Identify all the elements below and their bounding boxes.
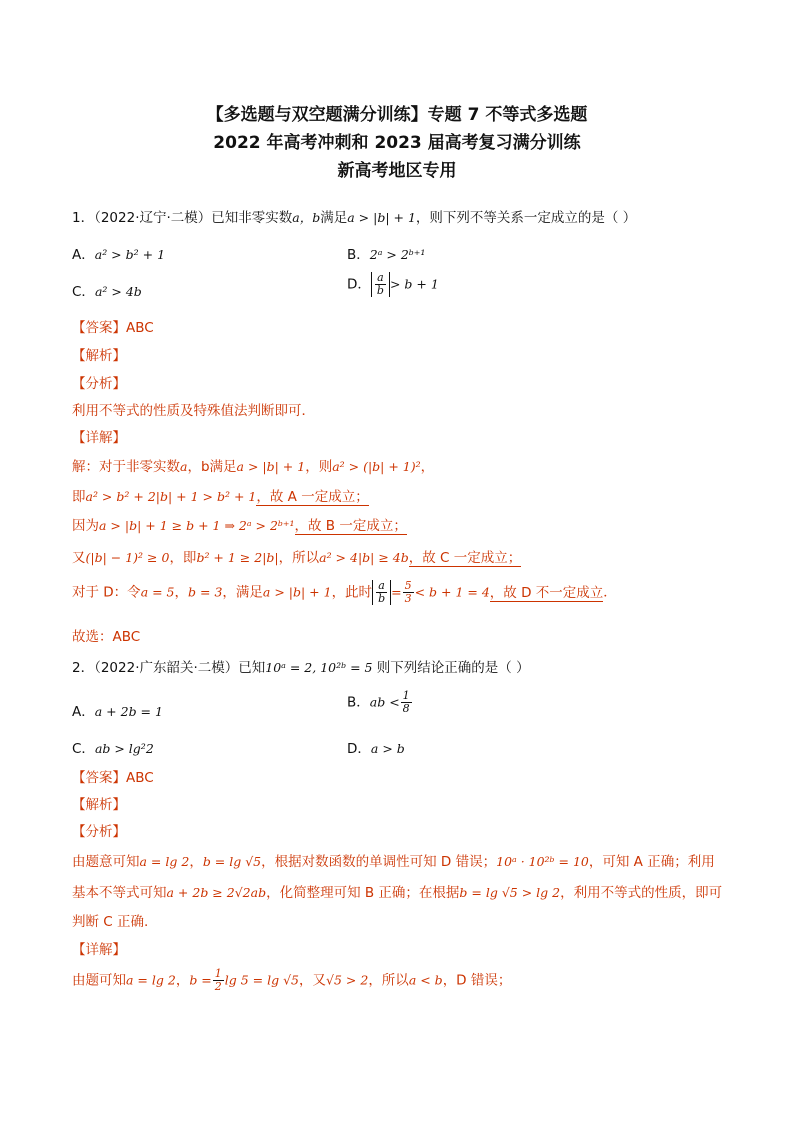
math: a² > 4|b| ≥ 4b xyxy=(319,550,409,565)
q1-detail-line-3 xyxy=(72,514,407,534)
q1-detail-line-1 xyxy=(72,455,434,475)
q2-stem-text: 2．（2022·广东韶关·二模）已知 xyxy=(72,660,266,676)
option-label: C． xyxy=(72,284,95,300)
q2-fenxi-line-2 xyxy=(72,881,722,901)
q2-option-a xyxy=(72,700,163,720)
option-math: > b + 1 xyxy=(389,276,439,292)
q2-option-c xyxy=(72,737,154,757)
fraction-denominator: b xyxy=(378,592,386,605)
text: 即 xyxy=(72,489,86,505)
text: ． xyxy=(603,584,617,601)
text: ，此时 xyxy=(331,584,373,601)
q2-option-d xyxy=(347,737,405,757)
math: a > |b| + 1 xyxy=(236,459,306,474)
abs-fraction xyxy=(371,272,390,297)
math: a = lg 2 xyxy=(126,972,176,988)
q1-choose: 故选：ABC xyxy=(72,629,141,645)
math: a + 2b ≥ 2√2ab xyxy=(166,885,267,900)
doc-title-line-2: 2022 年高考冲刺和 2023 届高考复习满分训练 xyxy=(213,133,581,153)
fraction-numerator: 1 xyxy=(402,689,410,702)
q1-fenxi-text: 利用不等式的性质及特殊值法判断即可． xyxy=(72,403,315,419)
fraction xyxy=(376,580,387,605)
fraction-numerator: 1 xyxy=(214,967,222,980)
answer-value: ABC xyxy=(126,320,154,336)
text: 对于 D：令 xyxy=(72,584,141,601)
fraction-denominator: 3 xyxy=(404,592,412,605)
q2-stem-text-2: 则下列结论正确的是（ ） xyxy=(372,660,530,676)
text: 基本不等式可知 xyxy=(72,885,167,901)
doc-title-line-3: 新高考地区专用 xyxy=(337,161,457,181)
math: b = lg √5 > lg 2 xyxy=(459,885,561,900)
fraction-denominator: b xyxy=(376,284,384,297)
q1-detail-line-2 xyxy=(72,485,369,505)
q2-analysis-label: 【解析】 xyxy=(72,797,126,813)
q1-option-a xyxy=(72,243,165,263)
fraction xyxy=(213,968,224,993)
option-label: A． xyxy=(72,704,95,720)
math: < b + 1 = 4 xyxy=(414,584,490,600)
text: 又 xyxy=(72,550,86,566)
option-math: ab > lg²2 xyxy=(94,741,154,756)
q1-detail-line-4 xyxy=(72,546,521,566)
option-label: D． xyxy=(347,276,371,293)
q1-fenxi-label: 【分析】 xyxy=(72,376,126,392)
q2-detail-line-1 xyxy=(72,968,511,993)
math: a² > b² + 2|b| + 1 > b² + 1 xyxy=(85,489,257,504)
q1-stem-text-3: ，则下列不等关系一定成立的是（ ） xyxy=(415,210,637,226)
q1-stem-vars: a，b xyxy=(292,210,321,225)
math: (|b| − 1)² ≥ 0 xyxy=(85,550,170,565)
text: ，化简整理可知 B 正确；在根据 xyxy=(266,885,460,901)
q1-stem xyxy=(72,206,636,226)
text: ，可知 A 正确；利用 xyxy=(588,854,715,870)
text: 由题可知 xyxy=(72,972,126,989)
math: a > |b| + 1 ≥ b + 1 ⇒ 2ᵃ > 2ᵇ⁺¹ xyxy=(99,518,295,533)
q1-answer xyxy=(72,316,154,336)
text: ，利用不等式的性质，即可 xyxy=(560,885,723,901)
option-label: A． xyxy=(72,247,95,263)
option-math: a² > 4b xyxy=(94,284,142,299)
option-math: a + 2b = 1 xyxy=(94,704,163,719)
conclusion-text: ，故 C 一定成立； xyxy=(408,550,522,566)
math: a < b xyxy=(408,972,443,988)
text: ，b满足 xyxy=(187,459,237,475)
option-label: B． xyxy=(347,694,370,711)
math: b² + 1 ≥ 2|b| xyxy=(196,550,279,565)
text: 由题意可知 xyxy=(72,854,140,870)
option-math: 2ᵃ > 2ᵇ⁺¹ xyxy=(369,247,426,262)
text: ，满足 xyxy=(222,584,263,601)
fraction xyxy=(403,580,414,605)
q2-option-b xyxy=(347,690,413,715)
text: ，又 xyxy=(299,972,327,989)
conclusion-text: ，故 D 不一定成立 xyxy=(489,584,604,601)
q1-option-c xyxy=(72,280,142,300)
fraction-numerator: a xyxy=(375,272,386,285)
math: √5 > 2 xyxy=(326,972,369,988)
conclusion-text: ，故 B 一定成立； xyxy=(294,518,407,534)
text: ，即 xyxy=(169,550,197,566)
q1-detail-line-5 xyxy=(72,580,617,605)
q1-option-d xyxy=(347,272,439,297)
text: ，D 错误； xyxy=(442,972,512,989)
math: a xyxy=(180,459,188,474)
math: b = 3 xyxy=(188,584,223,600)
text: ， xyxy=(175,972,190,989)
q2-stem-math: 10ᵃ = 2, 10²ᵇ = 5 xyxy=(265,660,373,675)
option-label: B． xyxy=(347,247,370,263)
q1-stem-text: 1．（2022·辽宁·二模）已知非零实数 xyxy=(72,210,293,226)
text: 因为 xyxy=(72,518,99,534)
fraction-numerator: a xyxy=(376,580,387,593)
text: ，则 xyxy=(305,459,333,475)
option-math: ab < xyxy=(369,694,400,710)
math: a > |b| + 1 xyxy=(262,584,332,600)
answer-value: ABC xyxy=(126,770,154,786)
math: 10ᵃ · 10²ᵇ = 10 xyxy=(496,854,589,869)
answer-label: 【答案】 xyxy=(72,770,126,786)
fraction xyxy=(375,272,386,297)
q2-stem xyxy=(72,656,530,676)
q2-fenxi-line-3: 判断 C 正确. xyxy=(72,914,149,930)
math: a = lg 2 xyxy=(139,854,190,869)
math: b = lg √5 xyxy=(202,854,262,869)
fraction-denominator: 2 xyxy=(214,980,222,993)
answer-label: 【答案】 xyxy=(72,320,126,336)
q1-detail-label: 【详解】 xyxy=(72,430,126,446)
q1-stem-condition: a > |b| + 1 xyxy=(347,210,416,225)
math: a² > (|b| + 1)² xyxy=(332,459,421,474)
q2-fenxi-line-1 xyxy=(72,850,715,870)
q2-answer xyxy=(72,766,154,786)
math: a = 5 xyxy=(140,584,175,600)
conclusion-text: ，故 A 一定成立； xyxy=(256,489,369,505)
text: ， xyxy=(420,459,435,475)
text: 解：对于非零实数 xyxy=(72,459,180,475)
q1-analysis-label: 【解析】 xyxy=(72,348,126,364)
option-math: a² > b² + 1 xyxy=(94,247,166,262)
doc-title-line-1: 【多选题与双空题满分训练】专题 7 不等式多选题 xyxy=(206,105,588,125)
fraction xyxy=(401,690,412,715)
text: ， xyxy=(189,854,203,870)
text: ，根据对数函数的单调性可知 D 错误； xyxy=(261,854,497,870)
math: b = xyxy=(189,972,212,988)
q1-stem-text-2: 满足 xyxy=(320,210,348,226)
math: lg 5 = lg √5 xyxy=(224,972,300,988)
q1-option-b xyxy=(347,243,425,263)
text: ，所以 xyxy=(368,972,409,989)
q2-fenxi-label: 【分析】 xyxy=(72,824,126,840)
text: ，所以 xyxy=(278,550,320,566)
abs-fraction xyxy=(372,580,391,605)
math: = xyxy=(391,584,402,600)
fraction-numerator: 5 xyxy=(404,579,412,592)
option-math: a > b xyxy=(370,741,405,756)
option-label: D． xyxy=(347,741,371,757)
option-label: C． xyxy=(72,741,95,757)
fraction-denominator: 8 xyxy=(402,702,410,715)
text: ， xyxy=(174,584,189,601)
q2-detail-label: 【详解】 xyxy=(72,942,126,958)
